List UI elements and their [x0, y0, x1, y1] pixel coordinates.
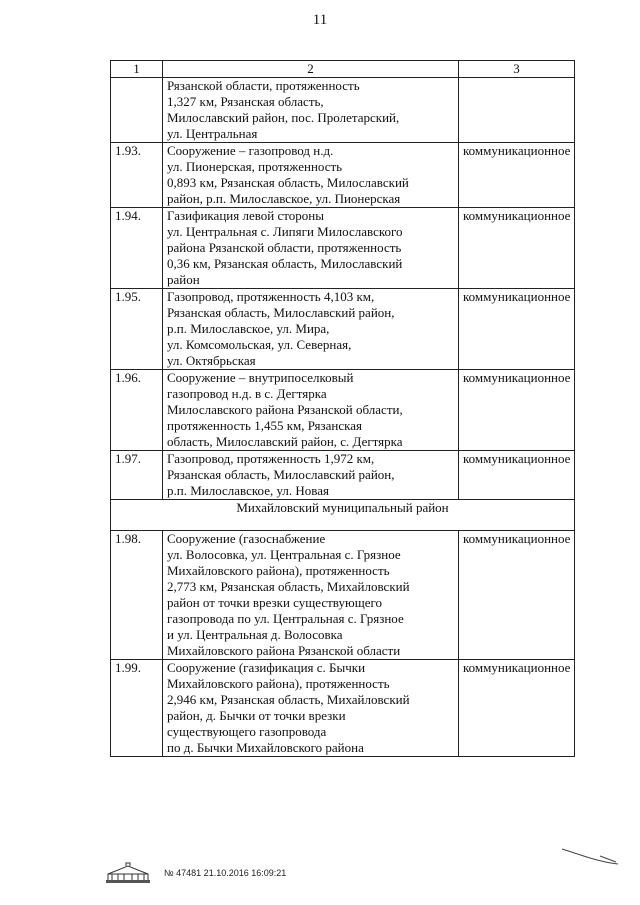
row-description: Газопровод, протяженность 1,972 км, Рязанская область, Милославский район, р.п. Милославское, ул. Новая	[163, 451, 459, 500]
row-type: коммуникационное	[459, 208, 575, 289]
row-description: Газификация левой стороны ул. Центральная с. Липяги Милославского района Рязанской области, протяженность 0,36 км, Рязанская область, Милославский район	[163, 208, 459, 289]
row-description: Сооружение – внутрипоселковый газопровод н.д. в с. Дегтярка Милославского района Рязанской области, протяженность 1,455 км, Рязанская область, Милославский район, с. Дегтярка	[163, 370, 459, 451]
row-description: Сооружение (газоснабжение ул. Волосовка, ул. Центральная с. Грязное Михайловского района), протяженность 2,773 км, Рязанская область, Михайловский район от точки врезки существующего газопровода по ул. Центральная с. Грязное и ул. Центральная д. Волосовка Михайловского района Рязанской области	[163, 531, 459, 660]
row-description: Рязанской области, протяженность 1,327 км, Рязанская область, Милославский район, пос. Пролетарский, ул. Центральная	[163, 78, 459, 143]
column-header-2: 2	[163, 61, 459, 78]
property-table	[110, 60, 575, 757]
registration-stamp: № 47481 21.10.2016 16:09:21	[164, 868, 287, 878]
table-row	[111, 208, 575, 289]
page-number: 11	[312, 12, 328, 28]
row-type: коммуникационное	[459, 660, 575, 757]
table-row	[111, 143, 575, 208]
document-footer	[104, 862, 286, 884]
row-number: 1.99.	[111, 660, 163, 757]
row-number: 1.95.	[111, 289, 163, 370]
row-type	[459, 78, 575, 143]
row-number: 1.96.	[111, 370, 163, 451]
table-row	[111, 78, 575, 143]
row-description: Газопровод, протяженность 4,103 км, Рязанская область, Милославский район, р.п. Милославское, ул. Мира, ул. Комсомольская, ул. Северная, ул. Октябрьская	[163, 289, 459, 370]
row-type: коммуникационное	[459, 370, 575, 451]
row-description: Сооружение – газопровод н.д. ул. Пионерская, протяженность 0,893 км, Рязанская область, Милославский район, р.п. Милославское, ул. Пионерская	[163, 143, 459, 208]
row-number: 1.97.	[111, 451, 163, 500]
column-header-1: 1	[111, 61, 163, 78]
row-type: коммуникационное	[459, 143, 575, 208]
section-title: Михайловский муниципальный район	[111, 500, 575, 531]
signature-mark-icon	[560, 846, 620, 866]
row-description: Сооружение (газификация с. Бычки Михайловского района), протяженность 2,946 км, Рязанская область, Михайловский район, д. Бычки от точки врезки существующего газопровода по д. Бычки Михайловского района	[163, 660, 459, 757]
section-row	[111, 500, 575, 531]
table-row	[111, 451, 575, 500]
table-row	[111, 370, 575, 451]
row-number: 1.93.	[111, 143, 163, 208]
row-number: 1.98.	[111, 531, 163, 660]
table-row	[111, 531, 575, 660]
column-header-3: 3	[459, 61, 575, 78]
row-number	[111, 78, 163, 143]
row-type: коммуникационное	[459, 289, 575, 370]
row-type: коммуникационное	[459, 531, 575, 660]
row-type: коммуникационное	[459, 451, 575, 500]
table-row	[111, 660, 575, 757]
table-row	[111, 289, 575, 370]
table-header-row	[111, 61, 575, 78]
building-logo-icon	[104, 862, 152, 884]
row-number: 1.94.	[111, 208, 163, 289]
